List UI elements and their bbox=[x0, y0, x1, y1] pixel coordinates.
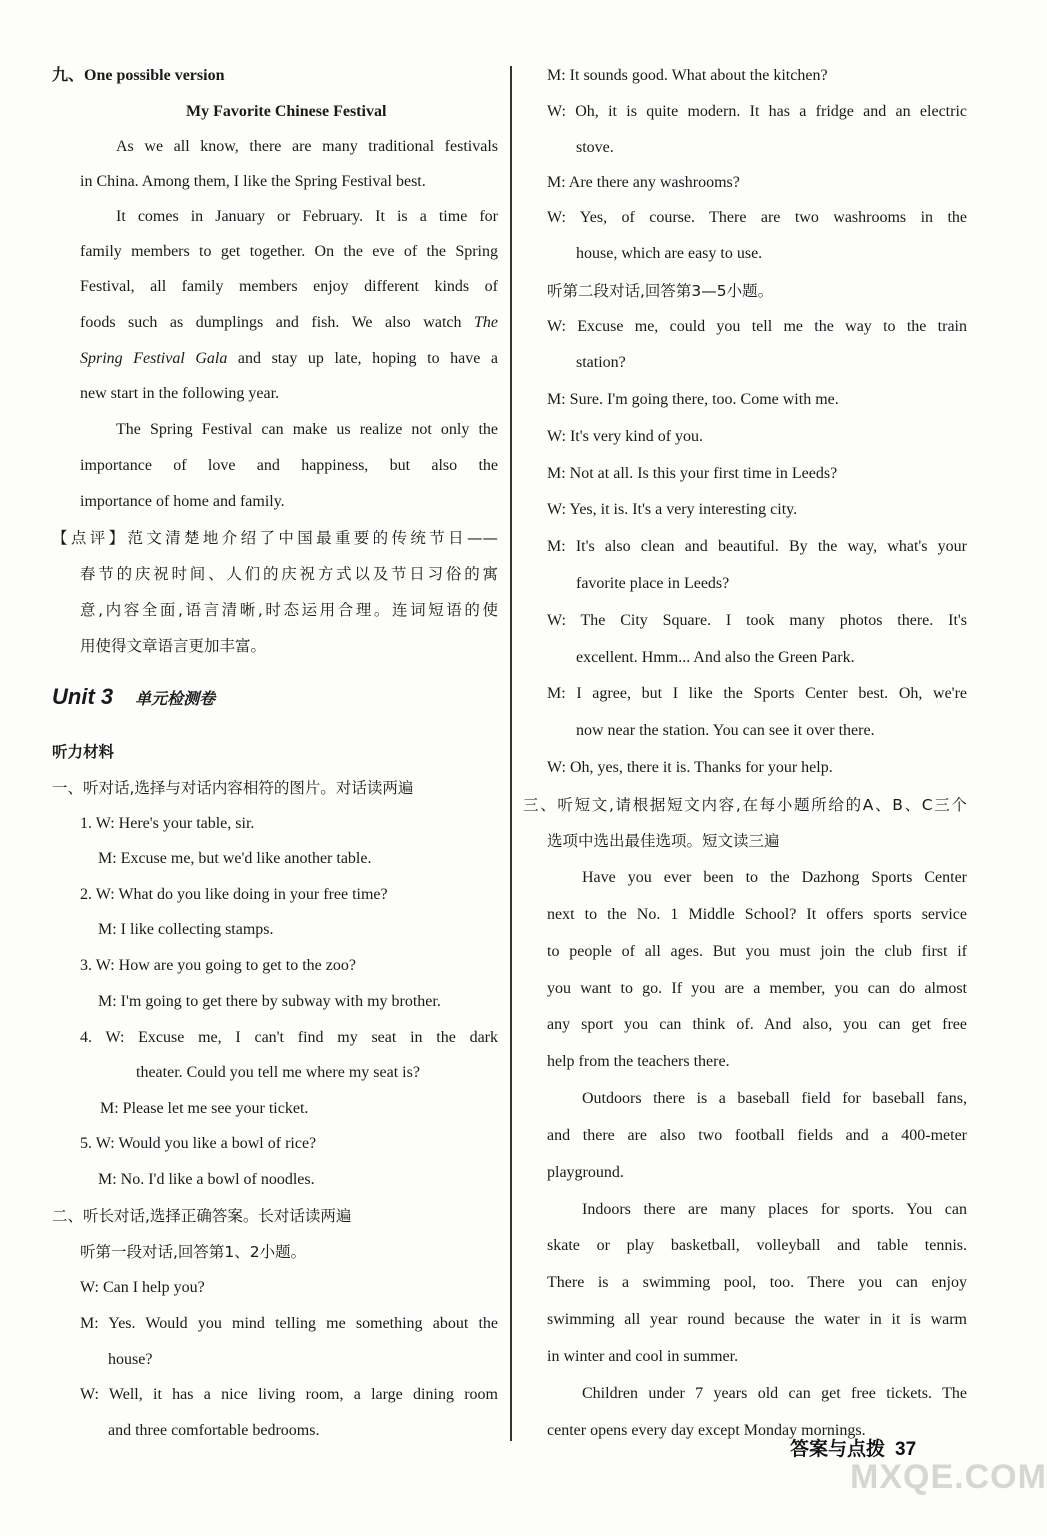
column-divider bbox=[510, 66, 512, 1441]
right-text-line: you want to go. If you are a member, you can do almost bbox=[547, 980, 967, 997]
left-text-line: and three comfortable bedrooms. bbox=[108, 1422, 320, 1439]
right-text-line: help from the teachers there. bbox=[547, 1053, 730, 1070]
right-text-line: W: It's very kind of you. bbox=[547, 428, 704, 445]
unit-subtitle: 单元检测卷 bbox=[135, 689, 216, 708]
left-text-line: M: I like collecting stamps. bbox=[98, 921, 274, 938]
right-text-line: W: Yes, of course. There are two washrooms in the bbox=[547, 209, 967, 226]
left-text-line: As we all know, there are many traditional festivals bbox=[116, 138, 498, 155]
right-text-line: M: Are there any washrooms? bbox=[547, 174, 740, 191]
right-text-line: station? bbox=[576, 354, 626, 371]
right-text-line: and there are also two football fields and a 400-meter bbox=[547, 1127, 967, 1144]
right-text-line: M: Sure. I'm going there, too. Come with me. bbox=[547, 391, 839, 408]
left-text-line: 2. W: What do you like doing in your free time? bbox=[80, 886, 388, 903]
left-text-line: 春节的庆祝时间、人们的庆祝方式以及节日习俗的寓 bbox=[80, 565, 498, 583]
right-text-line: M: It sounds good. What about the kitchen? bbox=[547, 67, 828, 84]
left-text-line: 用使得文章语言更加丰富。 bbox=[80, 637, 267, 655]
left-text-line: Festival, all family members enjoy different kinds of bbox=[80, 278, 498, 295]
right-text-line: Children under 7 years old can get free tickets. The bbox=[582, 1385, 967, 1402]
right-text-line: 三、听短文,请根据短文内容,在每小题所给的A、B、C三个 bbox=[523, 796, 967, 814]
right-text-line: now near the station. You can see it over there. bbox=[576, 722, 875, 739]
right-text-line: Indoors there are many places for sports. You can bbox=[582, 1201, 967, 1218]
left-text-line: 一、听对话,选择与对话内容相符的图片。对话读两遍 bbox=[52, 779, 414, 797]
left-text-line: 4. W: Excuse me, I can't find my seat in the dark bbox=[80, 1029, 498, 1046]
left-text-line: in China. Among them, I like the Spring Festival best. bbox=[80, 173, 426, 190]
left-text-line: 3. W: How are you going to get to the zoo? bbox=[80, 957, 356, 974]
left-text-line: 二、听长对话,选择正确答案。长对话读两遍 bbox=[52, 1207, 352, 1225]
right-text-line: swimming all year round because the water in it is warm bbox=[547, 1311, 967, 1328]
page-footer bbox=[790, 1434, 916, 1461]
right-text-line: playground. bbox=[547, 1164, 624, 1181]
left-text-line: 意,内容全面,语言清晰,时态运用合理。连词短语的使 bbox=[80, 601, 498, 619]
left-text-line: importance of love and happiness, but also the bbox=[80, 457, 498, 474]
left-text-line: 听第一段对话,回答第1、2小题。 bbox=[80, 1243, 307, 1261]
left-text-line: M: Yes. Would you mind telling me something about the bbox=[80, 1315, 498, 1332]
left-text-line: theater. Could you tell me where my seat is? bbox=[136, 1064, 420, 1081]
right-text-line: 选项中选出最佳选项。短文读三遍 bbox=[547, 832, 780, 850]
right-text-line: next to the No. 1 Middle School? It offers sports service bbox=[547, 906, 967, 923]
left-text-line: W: Can I help you? bbox=[80, 1279, 205, 1296]
right-text-line: There is a swimming pool, too. There you can enjoy bbox=[547, 1274, 967, 1291]
right-text-line: M: Not at all. Is this your first time in Leeds? bbox=[547, 465, 838, 482]
left-text-line: M: Excuse me, but we'd like another table. bbox=[98, 850, 372, 867]
left-text-line: 5. W: Would you like a bowl of rice? bbox=[80, 1135, 317, 1152]
left-text-line: 听力材料 bbox=[52, 743, 115, 761]
right-text-line: excellent. Hmm... And also the Green Park. bbox=[576, 649, 855, 666]
left-text-line: family members to get together. On the eve of the Spring bbox=[80, 243, 498, 260]
right-text-line: in winter and cool in summer. bbox=[547, 1348, 739, 1365]
right-text-line: Outdoors there is a baseball field for baseball fans, bbox=[582, 1090, 967, 1107]
left-text-line: M: Please let me see your ticket. bbox=[100, 1100, 309, 1117]
right-text-line: house, which are easy to use. bbox=[576, 245, 763, 262]
left-text-line: W: Well, it has a nice living room, a large dining room bbox=[80, 1386, 498, 1403]
unit-title: Unit 3 bbox=[52, 684, 114, 709]
left-text-line: 【点评】范文清楚地介绍了中国最重要的传统节日—— bbox=[52, 529, 498, 547]
left-text-line: 九、One possible version bbox=[52, 67, 225, 84]
left-text-line: house? bbox=[108, 1351, 153, 1368]
left-text-line: importance of home and family. bbox=[80, 493, 285, 510]
right-text-line: W: Oh, it is quite modern. It has a fridge and an electric bbox=[547, 103, 967, 120]
left-text-line: The Spring Festival can make us realize not only the bbox=[116, 421, 498, 438]
right-text-line: W: Excuse me, could you tell me the way to the train bbox=[547, 318, 967, 335]
unit-heading bbox=[52, 684, 216, 710]
left-text-line: M: I'm going to get there by subway with my brother. bbox=[98, 993, 441, 1010]
right-text-line: favorite place in Leeds? bbox=[576, 575, 730, 592]
right-text-line: stove. bbox=[576, 139, 614, 156]
watermark-logo: MXQE.COM bbox=[850, 1458, 1047, 1496]
right-text-line: center opens every day except Monday mornings. bbox=[547, 1422, 866, 1439]
left-text-line: new start in the following year. bbox=[80, 385, 280, 402]
left-text-line: Spring Festival Gala and stay up late, hoping to have a bbox=[80, 350, 498, 367]
left-text-line: M: No. I'd like a bowl of noodles. bbox=[98, 1171, 315, 1188]
right-text-line: W: The City Square. I took many photos there. It's bbox=[547, 612, 967, 629]
footer-label: 答案与点拨 bbox=[790, 1438, 886, 1460]
right-text-line: W: Oh, yes, there it is. Thanks for your help. bbox=[547, 759, 833, 776]
left-text-line: 1. W: Here's your table, sir. bbox=[80, 815, 255, 832]
right-text-line: M: It's also clean and beautiful. By the way, what's your bbox=[547, 538, 967, 555]
page-number: 37 bbox=[895, 1439, 917, 1460]
left-text-line: It comes in January or February. It is a time for bbox=[116, 208, 498, 225]
left-text-line: My Favorite Chinese Festival bbox=[186, 103, 387, 120]
right-text-line: Have you ever been to the Dazhong Sports Center bbox=[582, 869, 967, 886]
right-text-line: M: I agree, but I like the Sports Center best. Oh, we're bbox=[547, 685, 967, 702]
left-text-line: foods such as dumplings and fish. We also watch The bbox=[80, 314, 498, 331]
right-text-line: W: Yes, it is. It's a very interesting city. bbox=[547, 501, 798, 518]
right-text-line: 听第二段对话,回答第3—5小题。 bbox=[547, 282, 774, 300]
right-text-line: to people of all ages. But you must join the club first if bbox=[547, 943, 967, 960]
right-text-line: skate or play basketball, volleyball and table tennis. bbox=[547, 1237, 967, 1254]
right-text-line: any sport you can think of. And also, you can get free bbox=[547, 1016, 967, 1033]
